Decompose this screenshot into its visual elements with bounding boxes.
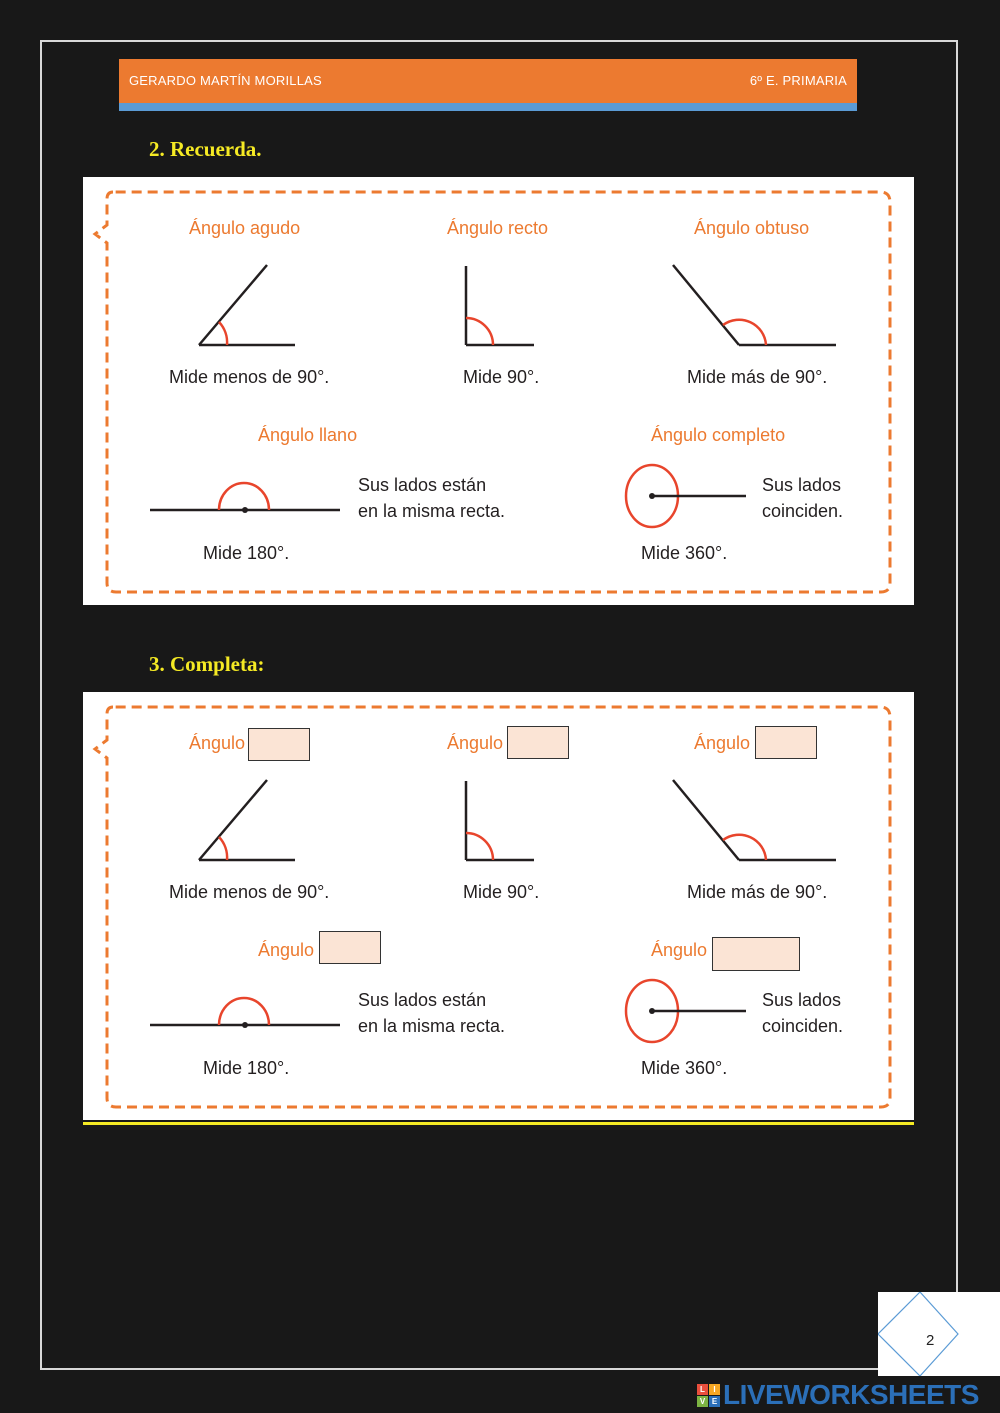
- right-angle-figure: [466, 781, 534, 860]
- right-title: Ángulo recto: [447, 218, 549, 238]
- obtuse-angle-figure: [673, 780, 836, 860]
- acute-answer-input[interactable]: [248, 728, 310, 761]
- obtuse-title: Ángulo obtuso: [694, 218, 810, 238]
- right-measure: Mide 90°.: [463, 367, 540, 387]
- full-measure: Mide 360°.: [641, 543, 728, 563]
- full-angle-figure: [626, 465, 746, 527]
- section-title-completa: 3. Completa:: [149, 652, 265, 676]
- page-number: 2: [926, 1332, 935, 1349]
- right-answer-input[interactable]: [507, 726, 569, 759]
- header-grade: 6º E. PRIMARIA: [749, 73, 847, 88]
- obtuse-answer-input[interactable]: [755, 726, 817, 759]
- straight-answer-input[interactable]: [319, 931, 381, 964]
- obtuse-prefix: Ángulo: [694, 733, 751, 753]
- recuerda-diagrams: [83, 177, 914, 605]
- full-desc-2: coinciden.: [762, 1016, 844, 1036]
- acute-prefix: Ángulo: [189, 733, 246, 753]
- dashed-border: [95, 707, 890, 1107]
- straight-measure: Mide 180°.: [203, 543, 290, 563]
- brand-text: LIVEWORKSHEETS: [723, 1379, 979, 1410]
- acute-angle-figure: [199, 780, 295, 860]
- full-answer-input[interactable]: [712, 937, 800, 971]
- header-stripe: [119, 103, 857, 111]
- acute-measure: Mide menos de 90°.: [169, 882, 330, 902]
- full-desc-1: Sus lados: [762, 990, 842, 1010]
- acute-title: Ángulo agudo: [189, 218, 301, 238]
- full-desc-2: coinciden.: [762, 501, 844, 521]
- completa-panel: [83, 692, 914, 1120]
- recuerda-panel: [83, 177, 914, 605]
- straight-angle-figure: [150, 483, 340, 513]
- right-measure: Mide 90°.: [463, 882, 540, 902]
- right-angle-figure: [466, 266, 534, 345]
- full-prefix: Ángulo: [651, 940, 708, 960]
- header-author: GERARDO MARTÍN MORILLAS: [129, 73, 322, 88]
- obtuse-measure: Mide más de 90°.: [687, 367, 828, 387]
- obtuse-measure: Mide más de 90°.: [687, 882, 828, 902]
- right-prefix: Ángulo: [447, 733, 504, 753]
- brand-logo-icon: L I V E: [697, 1384, 720, 1407]
- full-angle-figure: [626, 980, 746, 1042]
- straight-angle-figure: [150, 998, 340, 1028]
- straight-desc-1: Sus lados están: [358, 990, 487, 1010]
- straight-desc-2: en la misma recta.: [358, 1016, 506, 1036]
- page-corner-diamond: [878, 1292, 1000, 1376]
- straight-desc-1: Sus lados están: [358, 475, 487, 495]
- acute-measure: Mide menos de 90°.: [169, 367, 330, 387]
- full-measure: Mide 360°.: [641, 1058, 728, 1078]
- liveworksheets-brand: [697, 1378, 979, 1412]
- yellow-divider: [83, 1122, 914, 1125]
- full-desc-1: Sus lados: [762, 475, 842, 495]
- straight-measure: Mide 180°.: [203, 1058, 290, 1078]
- dashed-border: [95, 192, 890, 592]
- straight-title: Ángulo llano: [258, 425, 358, 445]
- full-title: Ángulo completo: [651, 425, 786, 445]
- obtuse-angle-figure: [673, 265, 836, 345]
- page-header: [119, 59, 857, 103]
- acute-angle-figure: [199, 265, 295, 345]
- straight-desc-2: en la misma recta.: [358, 501, 506, 521]
- straight-prefix: Ángulo: [258, 940, 315, 960]
- section-title-recuerda: 2. Recuerda.: [149, 137, 262, 161]
- page-number-box: [878, 1292, 1000, 1376]
